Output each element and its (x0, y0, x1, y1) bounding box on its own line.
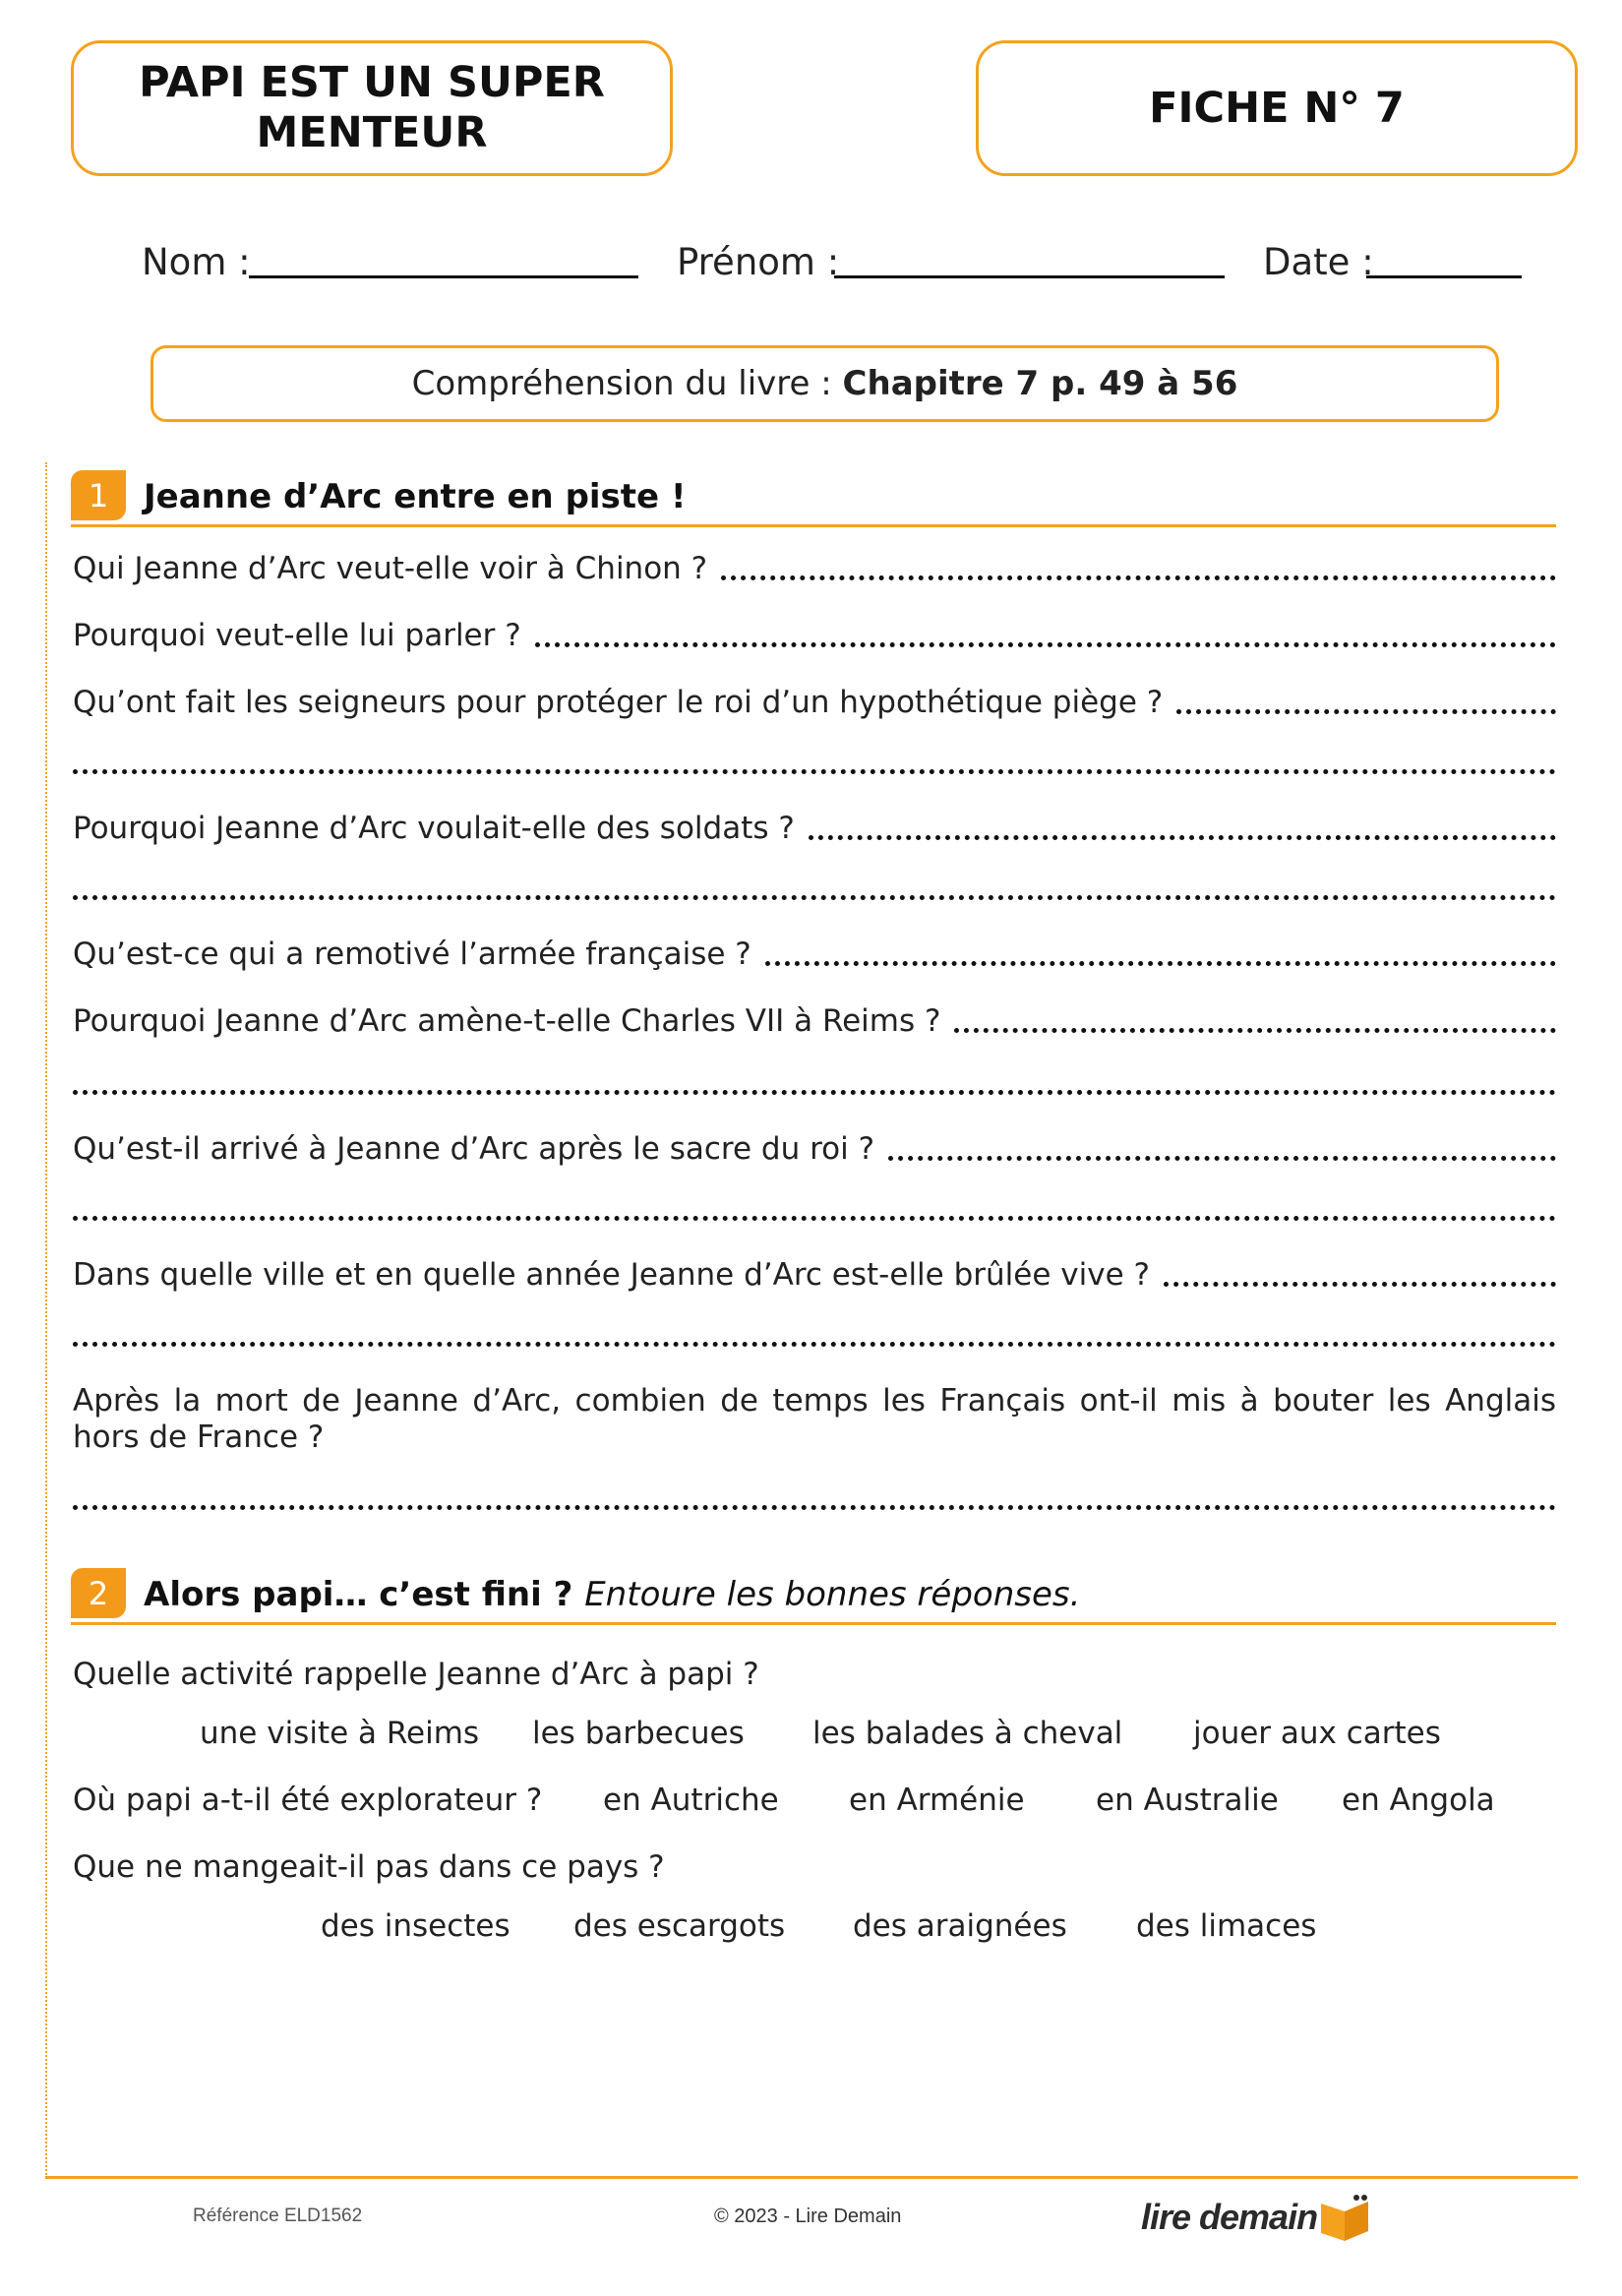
section-2-number: 2 (71, 1568, 126, 1618)
choice-option[interactable]: les barbecues (532, 1716, 745, 1751)
answer-line[interactable] (73, 1342, 1556, 1347)
choice-question-1: Quelle activité rappelle Jeanne d’Arc à papi ? (73, 1657, 759, 1692)
question-7 (73, 1131, 1556, 1167)
answer-line[interactable] (721, 575, 1556, 580)
answer-line[interactable] (809, 835, 1556, 840)
choice-option[interactable]: les balades à cheval (812, 1716, 1123, 1751)
section-2-instruction: Entoure les bonnes réponses. (584, 1575, 1081, 1614)
margin-dotted-line (45, 462, 47, 2179)
nom-field[interactable] (249, 275, 638, 278)
answer-line[interactable] (1176, 709, 1556, 714)
question-text: Qu’ont fait les seigneurs pour protéger le roi d’un hypothétique piège ? (73, 685, 1164, 720)
question-3 (73, 685, 1556, 720)
logo-text: lire demain (1141, 2197, 1318, 2237)
question-text: Pourquoi Jeanne d’Arc amène-t-elle Charles VII à Reims ? (73, 1003, 941, 1039)
choice-question-2: Où papi a-t-il été explorateur ? (73, 1782, 543, 1818)
choice-option[interactable]: des araignées (853, 1908, 1067, 1944)
title-line-1: PAPI EST UN SUPER (139, 58, 605, 107)
prenom-label: Prénom : (677, 241, 840, 283)
section-2-title (144, 1575, 1080, 1614)
section-2-header (71, 1563, 1556, 1625)
section-1-header (71, 465, 1556, 527)
answer-line[interactable] (73, 1216, 1556, 1221)
footer-divider (45, 2176, 1578, 2179)
answer-line[interactable] (954, 1028, 1556, 1033)
choice-option[interactable]: en Arménie (849, 1782, 1025, 1818)
date-label: Date : (1263, 241, 1374, 283)
comprehension-banner (150, 345, 1499, 422)
choice-option[interactable]: en Angola (1342, 1782, 1495, 1818)
choice-option[interactable]: jouer aux cartes (1193, 1716, 1441, 1751)
question-6 (73, 1003, 1556, 1039)
question-text: Pourquoi Jeanne d’Arc voulait-elle des soldats ? (73, 811, 795, 846)
question-text: Qu’est-ce qui a remotivé l’armée française ? (73, 937, 751, 972)
lire-demain-logo (1141, 2192, 1372, 2243)
question-5 (73, 937, 1556, 972)
chapter-reference: Chapitre 7 p. 49 à 56 (842, 364, 1238, 403)
reference-code: Référence ELD1562 (193, 2205, 363, 2226)
choice-option[interactable]: des escargots (573, 1908, 786, 1944)
book-icon (1317, 2192, 1372, 2243)
nom-label: Nom : (142, 241, 251, 283)
question-8 (73, 1257, 1556, 1293)
section-2-title-text: Alors papi… c’est fini ? (144, 1575, 573, 1614)
section-1-number: 1 (71, 470, 126, 520)
title-line-2: MENTEUR (256, 108, 488, 157)
fiche-number: FICHE N° 7 (976, 40, 1578, 176)
answer-line[interactable] (73, 1505, 1556, 1510)
comprehension-prefix: Compréhension du livre : (411, 364, 843, 403)
answer-line[interactable] (535, 642, 1556, 647)
question-text: Pourquoi veut-elle lui parler ? (73, 618, 521, 653)
prenom-field[interactable] (834, 275, 1225, 278)
copyright: © 2023 - Lire Demain (714, 2205, 902, 2227)
answer-line[interactable] (73, 1090, 1556, 1095)
choice-option[interactable]: en Autriche (603, 1782, 779, 1818)
question-4 (73, 811, 1556, 846)
choice-question-3: Que ne mangeait-il pas dans ce pays ? (73, 1849, 665, 1885)
choice-option[interactable]: une visite à Reims (200, 1716, 480, 1751)
question-text: Qui Jeanne d’Arc veut-elle voir à Chinon ? (73, 551, 708, 586)
section-1-title: Jeanne d’Arc entre en piste ! (144, 477, 687, 516)
question-text: Dans quelle ville et en quelle année Jeanne d’Arc est-elle brûlée vive ? (73, 1257, 1150, 1293)
answer-line[interactable] (73, 895, 1556, 900)
question-2 (73, 618, 1556, 653)
question-9: Après la mort de Jeanne d’Arc, combien de temps les Français ont-il mis à bouter les Anglais hors de France ? (73, 1383, 1556, 1455)
answer-line[interactable] (73, 769, 1556, 774)
question-1 (73, 551, 1556, 586)
choice-option[interactable]: des insectes (321, 1908, 511, 1944)
answer-line[interactable] (765, 961, 1556, 966)
date-field[interactable] (1366, 275, 1522, 278)
worksheet-title (71, 40, 673, 176)
choice-option[interactable]: en Australie (1096, 1782, 1279, 1818)
answer-line[interactable] (1164, 1282, 1556, 1287)
question-text: Qu’est-il arrivé à Jeanne d’Arc après le sacre du roi ? (73, 1131, 875, 1167)
choice-option[interactable]: des limaces (1136, 1908, 1317, 1944)
answer-line[interactable] (888, 1156, 1556, 1161)
identity-row (0, 236, 1622, 295)
